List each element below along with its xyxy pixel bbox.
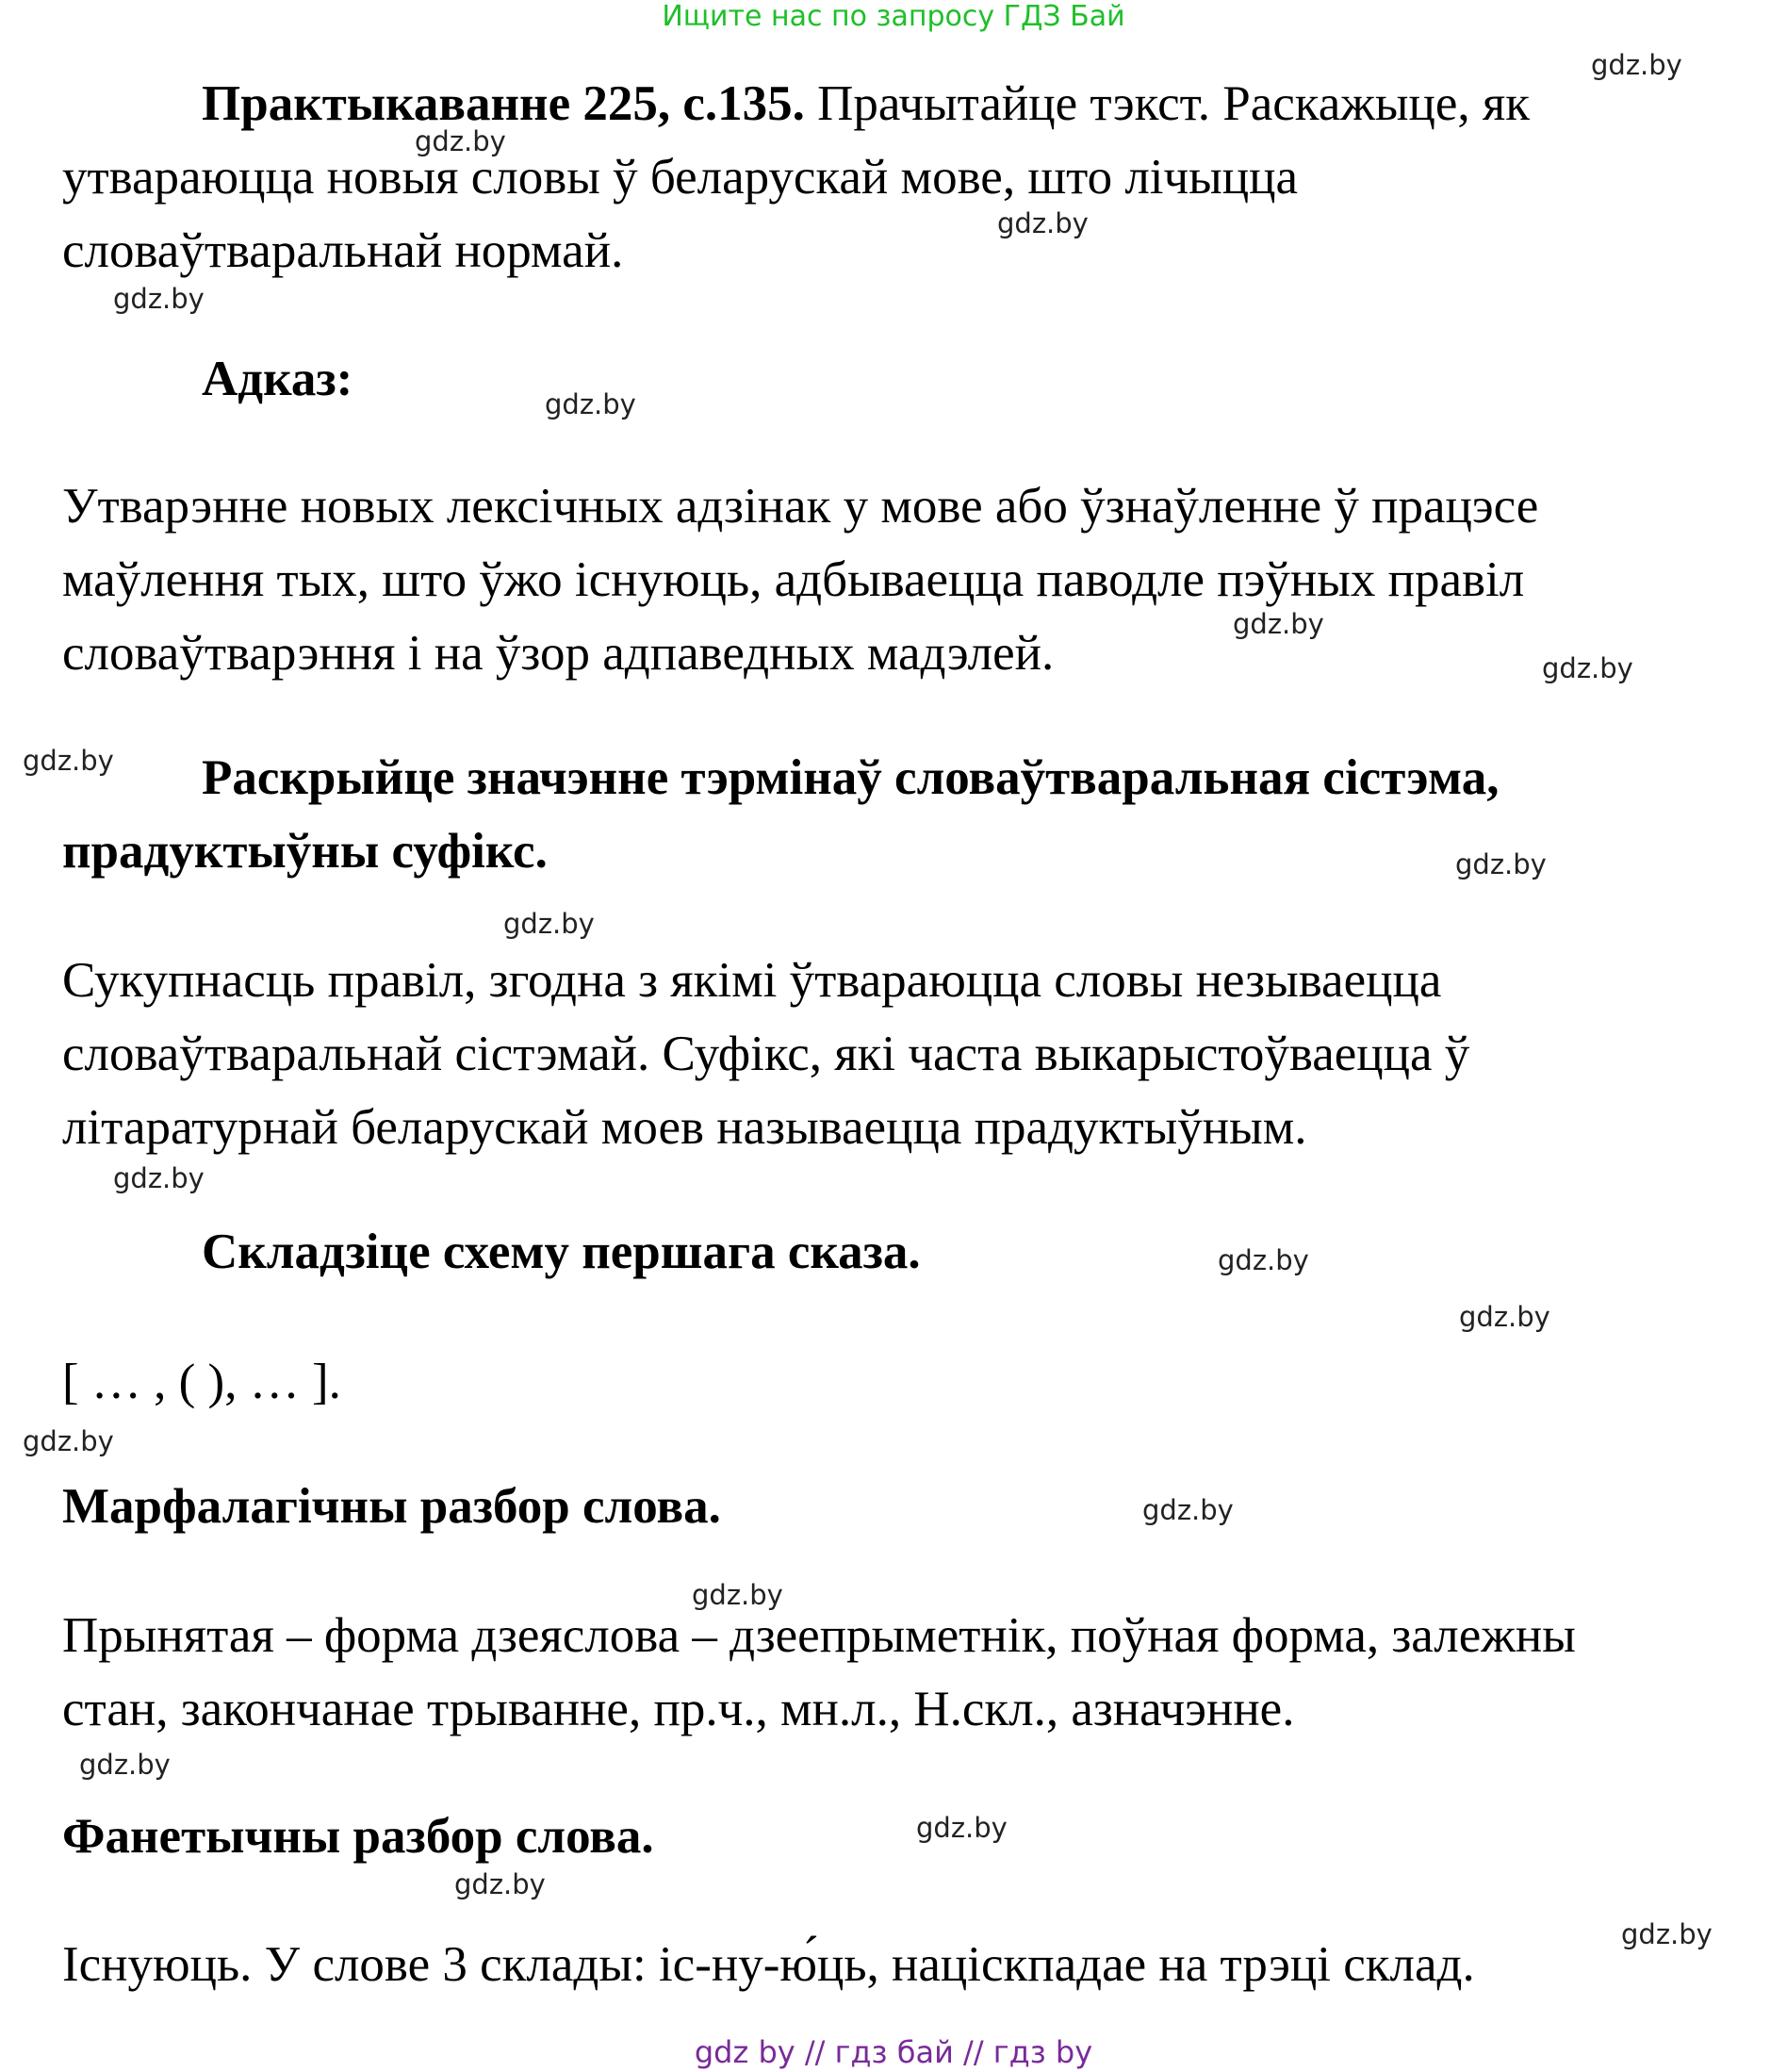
watermark: gdz.by — [1591, 49, 1682, 81]
watermark: gdz.by — [916, 1812, 1008, 1844]
watermark: gdz.by — [415, 125, 506, 157]
morph-line-2: стан, закончанае трыванне, пр.ч., мн.л., Н.скл., азначэнне. — [62, 1682, 1295, 1736]
phon-heading: Фанетычны разбор слова. — [62, 1809, 654, 1864]
watermark: gdz.by — [503, 908, 595, 940]
terms-line-2: словаўтваральнай сістэмай. Суфікс, які часта выкарыстоўваецца ў — [62, 1027, 1470, 1081]
watermark: gdz.by — [79, 1749, 171, 1781]
task-line-3: словаўтваральнай нормай. — [62, 223, 624, 278]
watermark: gdz.by — [997, 207, 1089, 239]
morph-heading: Марфалагічны разбор слова. — [62, 1479, 721, 1534]
watermark: gdz.by — [1621, 1918, 1713, 1950]
task-text-1: Прачытайце тэкст. Раскажыце, як — [817, 76, 1531, 131]
watermark: gdz.by — [1542, 652, 1633, 684]
watermark: gdz.by — [1455, 848, 1547, 880]
watermark: gdz.by — [1142, 1494, 1234, 1526]
watermark: gdz.by — [113, 1162, 205, 1194]
watermark: gdz.by — [545, 388, 636, 420]
answer-line-2: маўлення тых, што ўжо існуюць, адбываецца паводле пэўных правіл — [62, 552, 1525, 607]
watermark: gdz.by — [23, 745, 114, 777]
terms-heading-2: прадуктыўны суфікс. — [62, 824, 548, 879]
watermark: gdz.by — [692, 1579, 783, 1611]
answer-line-3: словаўтварэння і на ўзор адпаведных мадэлей. — [62, 626, 1055, 681]
task-line-2: утвараюцца новыя словы ў беларускай мове, што лічыцца — [62, 150, 1299, 205]
task-line-1 — [202, 75, 1530, 132]
watermark: gdz.by — [1218, 1244, 1309, 1276]
watermark: gdz.by — [113, 283, 205, 315]
answer-line-1: Утварэнне новых лексічных адзінак у мове або ўзнаўленне ў працэсе — [62, 479, 1539, 534]
morph-line-1: Прынятая – форма дзеяслова – дзеепрыметнік, поўная форма, залежны — [62, 1608, 1576, 1663]
watermark: gdz.by — [1459, 1301, 1550, 1333]
terms-heading-1: Раскрыйце значэнне тэрмінаў словаўтваральная сістэма, — [202, 750, 1500, 805]
terms-line-1: Сукупнасць правіл, згодна з якімі ўтвараюцца словы незываецца — [62, 953, 1442, 1008]
watermark: gdz.by — [1233, 608, 1324, 640]
scheme-text: [ … , ( ), … ]. — [62, 1355, 341, 1409]
task-label: Практыкаванне 225, с.135. — [202, 76, 805, 131]
watermark: gdz.by — [23, 1425, 114, 1457]
phon-line: Існуюць. У слове 3 склады: іс-ну-ю́ць, націскпадае на трэці склад. — [62, 1937, 1475, 1992]
watermark: gdz.by — [454, 1868, 546, 1900]
footer-links[interactable]: gdz by // гдз бай // гдз by — [694, 2034, 1093, 2070]
answer-heading: Адказ: — [202, 352, 353, 406]
terms-line-3: літаратурнай беларускай моев называецца прадуктыўным. — [62, 1100, 1307, 1155]
scheme-heading: Складзіце схему першага сказа. — [202, 1225, 921, 1279]
top-banner[interactable]: Ищите нас по запросу ГДЗ Бай — [662, 0, 1125, 33]
